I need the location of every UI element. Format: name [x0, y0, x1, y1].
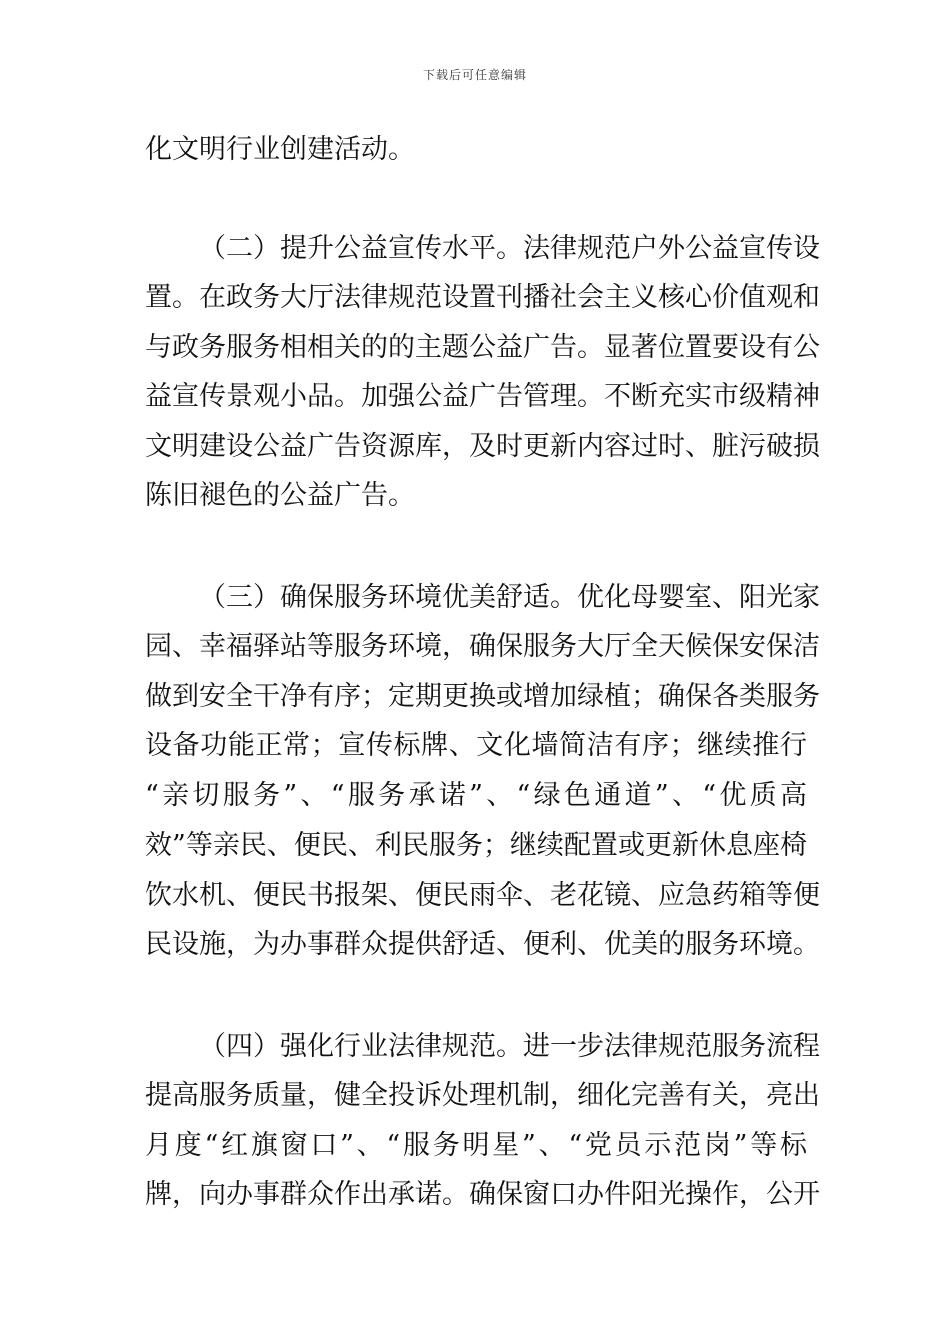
paragraph-line: （四）强化行业法律规范。进一步法律规范服务流程 — [199, 1031, 820, 1062]
paragraph-line: 提高服务质量，健全投诉处理机制，细化完善有关，亮出 — [145, 1080, 820, 1111]
page-header: 下载后可任意编辑 — [422, 68, 527, 82]
paragraph-line: “亲切服务”、“服务承诺”、“绿色通道”、“优质高 — [145, 780, 807, 811]
paragraph-line: 饮水机、便民书报架、便民雨伞、老花镜、应急药箱等便 — [145, 880, 820, 911]
paragraph-line: 置。在政务大厅法律规范设置刊播社会主义核心价值观和 — [145, 282, 820, 313]
paragraph-line: 效”等亲民、便民、利民服务；继续配置或更新休息座椅 — [145, 830, 807, 861]
paragraph-line: 文明建设公益广告资源库，及时更新内容过时、脏污破损 — [145, 431, 820, 462]
paragraph-line: 民设施，为办事群众提供舒适、便利、优美的服务环境。 — [145, 929, 820, 960]
paragraph-line: 月度“红旗窗口”、“服务明星”、“党员示范岗”等标 — [145, 1130, 807, 1161]
paragraph-line: （三）确保服务环境优美舒适。优化母婴室、阳光家 — [199, 582, 820, 613]
paragraph-line: 园、幸福驿站等服务环境，确保服务大厅全天候保安保洁 — [145, 631, 820, 662]
paragraph-line: 化文明行业创建活动。 — [145, 134, 415, 165]
paragraph-line: 陈旧褪色的公益广告。 — [145, 480, 415, 511]
paragraph-line: 牌，向办事群众作出承诺。确保窗口办件阳光操作，公开 — [145, 1179, 820, 1210]
paragraph-line: 设备功能正常；宣传标牌、文化墙简洁有序；继续推行 — [145, 730, 807, 761]
paragraph-line: 益宣传景观小品。加强公益广告管理。不断充实市级精神 — [145, 381, 820, 412]
paragraph-line: 与政务服务相相关的的主题公益广告。显著位置要设有公 — [145, 332, 820, 363]
paragraph-line: （二）提升公益宣传水平。法律规范户外公益宣传设 — [199, 233, 820, 264]
paragraph-line: 做到安全干净有序；定期更换或增加绿植；确保各类服务 — [145, 681, 820, 712]
